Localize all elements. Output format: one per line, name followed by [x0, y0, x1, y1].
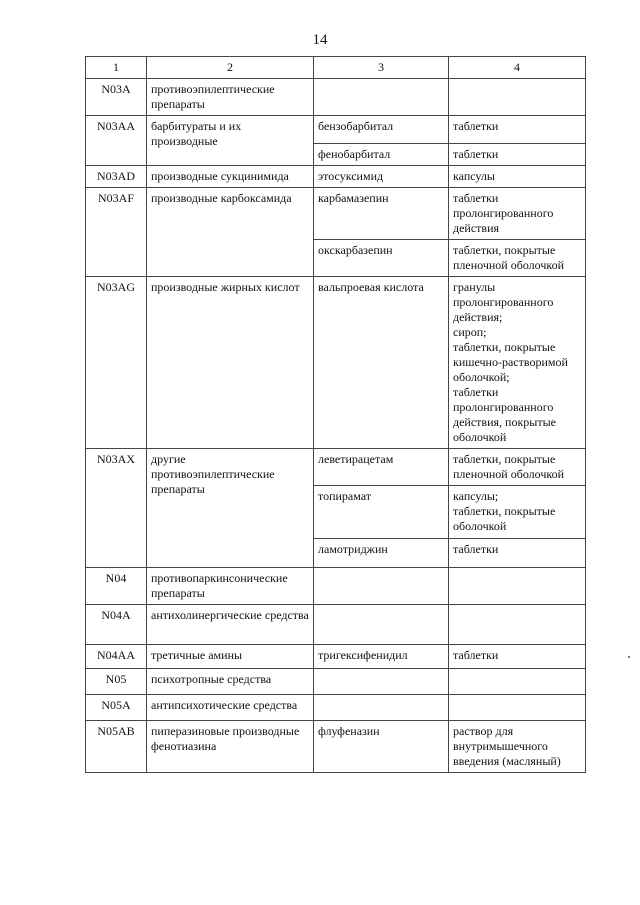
atc-code-cell: N05AB	[86, 721, 147, 773]
table-row	[86, 721, 586, 773]
drug-name-cell: фенобарбитал	[314, 144, 449, 166]
drug-table	[85, 56, 586, 773]
drug-name-cell	[314, 79, 449, 116]
atc-code-cell: N03AX	[86, 449, 147, 568]
dosage-form-cell	[449, 695, 586, 721]
group-name-cell: производные жирных кислот	[147, 277, 314, 449]
group-name-cell: производные карбоксамида	[147, 188, 314, 277]
drug-name-cell: бензобарбитал	[314, 116, 449, 144]
table-row	[86, 645, 586, 669]
atc-code-cell: N03AF	[86, 188, 147, 277]
table-row	[86, 695, 586, 721]
atc-code-cell: N03AG	[86, 277, 147, 449]
group-name-cell: психотропные средства	[147, 669, 314, 695]
atc-code-cell: N04AA	[86, 645, 147, 669]
table-row	[86, 277, 586, 449]
drug-name-cell: леветирацетам	[314, 449, 449, 486]
drug-name-cell: этосуксимид	[314, 166, 449, 188]
header-col-1: 1	[86, 57, 147, 79]
group-name-cell: пиперазиновые производные фенотиазина	[147, 721, 314, 773]
drug-name-cell: окскарбазепин	[314, 240, 449, 277]
header-row	[86, 57, 586, 79]
group-name-cell: антипсихотические средства	[147, 695, 314, 721]
atc-code-cell: N05	[86, 669, 147, 695]
group-name-cell: третичные амины	[147, 645, 314, 669]
dosage-form-cell: таблетки, покрытые пленочной оболочкой	[449, 449, 586, 486]
drug-name-cell	[314, 669, 449, 695]
group-name-cell: производные сукцинимида	[147, 166, 314, 188]
dosage-form-cell: капсулы; таблетки, покрытые оболочкой	[449, 486, 586, 539]
drug-name-cell	[314, 568, 449, 605]
dosage-form-cell	[449, 605, 586, 645]
atc-code-cell: N03AD	[86, 166, 147, 188]
table-row	[86, 568, 586, 605]
table-body	[86, 79, 586, 773]
header-col-4: 4	[449, 57, 586, 79]
group-name-cell: барбитураты и их производные	[147, 116, 314, 166]
drug-name-cell: тригексифенидил	[314, 645, 449, 669]
table-row	[86, 116, 586, 144]
dosage-form-cell: гранулы пролонгированного действия; сироп; таблетки, покрытые кишечно-растворимой оболочкой; таблетки пролонгированного действия, покрытые оболочкой	[449, 277, 586, 449]
table-row	[86, 166, 586, 188]
atc-code-cell: N03A	[86, 79, 147, 116]
header-col-2: 2	[147, 57, 314, 79]
dosage-form-cell: капсулы	[449, 166, 586, 188]
table-row	[86, 79, 586, 116]
header-col-3: 3	[314, 57, 449, 79]
drug-name-cell	[314, 605, 449, 645]
drug-name-cell: ламотриджин	[314, 539, 449, 568]
table-row	[86, 188, 586, 240]
dosage-form-cell: таблетки пролонгированного действия	[449, 188, 586, 240]
atc-code-cell: N05A	[86, 695, 147, 721]
dosage-form-cell: таблетки	[449, 116, 586, 144]
atc-code-cell: N04A	[86, 605, 147, 645]
dosage-form-cell: таблетки, покрытые пленочной оболочкой	[449, 240, 586, 277]
dosage-form-cell: таблетки	[449, 539, 586, 568]
dosage-form-cell: таблетки	[449, 144, 586, 166]
page-number: 14	[312, 32, 328, 48]
table-row	[86, 449, 586, 486]
group-name-cell: противопаркинсонические препараты	[147, 568, 314, 605]
table-row	[86, 669, 586, 695]
dosage-form-cell: таблетки	[449, 645, 586, 669]
group-name-cell: противоэпилептические препараты	[147, 79, 314, 116]
drug-name-cell: вальпроевая кислота	[314, 277, 449, 449]
group-name-cell: другие противоэпилептические препараты	[147, 449, 314, 568]
drug-name-cell: карбамазепин	[314, 188, 449, 240]
dosage-form-cell: раствор для внутримышечного введения (масляный)	[449, 721, 586, 773]
atc-code-cell: N03AA	[86, 116, 147, 166]
table-row	[86, 605, 586, 645]
drug-name-cell: топирамат	[314, 486, 449, 539]
dosage-form-cell	[449, 79, 586, 116]
drug-name-cell	[314, 695, 449, 721]
scan-mark	[628, 656, 630, 658]
dosage-form-cell	[449, 669, 586, 695]
atc-code-cell: N04	[86, 568, 147, 605]
dosage-form-cell	[449, 568, 586, 605]
group-name-cell: антихолинергические средства	[147, 605, 314, 645]
table-header	[86, 57, 586, 79]
drug-name-cell: флуфеназин	[314, 721, 449, 773]
